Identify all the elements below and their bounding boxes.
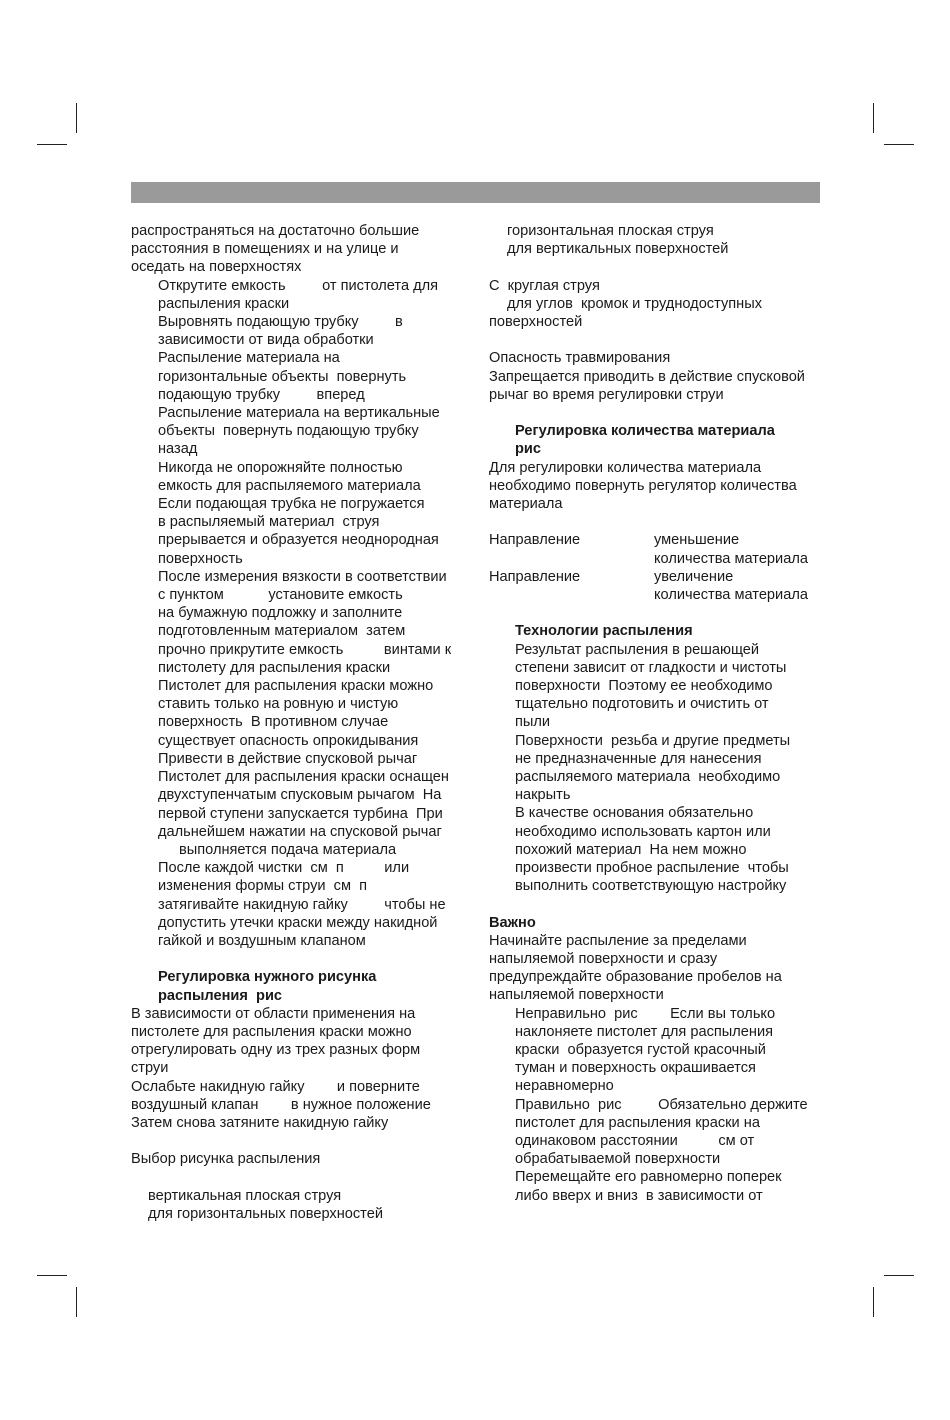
text-line: предупреждайте образование пробелов на	[489, 969, 782, 986]
section-heading: распыления рис	[158, 987, 283, 1004]
crop-mark	[884, 144, 914, 145]
blank-line	[489, 604, 824, 622]
right-column	[489, 222, 824, 1205]
text-line: для углов кромок и труднодоступных	[507, 295, 762, 312]
crop-mark	[37, 1275, 67, 1276]
text-line: поверхностей	[489, 314, 583, 330]
text-line: распыляемого материала необходимо	[515, 769, 781, 786]
text-line: пистолету для распыления краски	[158, 659, 391, 676]
text-line: В зависимости от области применения на	[131, 1005, 416, 1022]
blank-line	[131, 950, 466, 968]
blank-line	[131, 1169, 466, 1187]
text-line: оседать на поверхностях	[131, 259, 302, 276]
text-line: Если подающая трубка не погружается	[158, 496, 425, 513]
right-column-top	[489, 222, 824, 531]
text-line: в распыляемый материал струя	[158, 514, 380, 531]
text-line: емкость для распыляемого материала	[158, 477, 421, 494]
text-line: необходимо повернуть регулятор количества	[489, 477, 797, 494]
text-line: дальнейшем нажатии на спусковой рычаг	[158, 823, 442, 840]
text-line: накрыть	[515, 787, 571, 804]
text-line: пистолет для распыления краски на	[515, 1114, 760, 1131]
text-line: гайкой и воздушным клапаном	[158, 932, 366, 949]
section-heading: Регулировка нужного рисунка	[158, 969, 377, 986]
text-line: горизонтальные объекты повернуть	[158, 368, 407, 385]
left-column	[131, 222, 466, 1223]
blank-line	[489, 258, 824, 276]
text-line: объекты повернуть подающую трубку	[158, 423, 419, 440]
text-line: для горизонтальных поверхностей	[148, 1205, 383, 1222]
text-line: вертикальная плоская струя	[148, 1187, 342, 1204]
text-line: материала	[489, 496, 563, 512]
blank-line	[489, 404, 824, 422]
direction-label: Направление	[489, 568, 581, 585]
text-line: поверхность	[158, 550, 243, 567]
text-line: Привести в действие спусковой рычаг	[158, 750, 418, 767]
crop-mark	[873, 1287, 874, 1317]
text-line: наклоняете пистолет для распыления	[515, 1023, 774, 1040]
text-line: прочно прикрутите емкость винтами к	[158, 641, 452, 658]
text-line: Опасность травмирования	[489, 350, 671, 367]
text-line: Открутите емкость от пистолета для	[158, 277, 439, 294]
direction-row	[489, 531, 824, 567]
text-line: первой ступени запускается турбина При	[158, 805, 443, 822]
text-line: Начинайте распыление за пределами	[489, 932, 747, 949]
text-line: Неправильно рис Если вы только	[515, 1005, 776, 1022]
text-line: либо вверх и вниз в зависимости от	[515, 1187, 763, 1204]
crop-mark	[76, 103, 77, 133]
text-line: выполняется подача материала	[179, 841, 397, 858]
text-line: Пистолет для распыления краски оснащен	[158, 769, 449, 786]
text-line: на бумажную подложку и заполните	[158, 605, 403, 622]
text-line: Правильно рис Обязательно держите	[515, 1096, 808, 1113]
text-line: назад	[158, 441, 198, 458]
direction-value	[654, 568, 824, 604]
text-line: похожий материал На нем можно	[515, 841, 747, 858]
section-heading: Регулировка количества материала	[515, 423, 775, 440]
text-line: распыления краски	[158, 295, 290, 312]
text-line: обрабатываемой поверхности	[515, 1151, 721, 1168]
text-line: Поверхности резьба и другие предметы	[515, 732, 791, 749]
text-line: Запрещается приводить в действие спусковой	[489, 368, 805, 385]
text-line: краски образуется густой красочный	[515, 1042, 766, 1059]
text-line: двухступенчатым спусковым рычагом На	[158, 787, 442, 804]
crop-mark	[884, 1275, 914, 1276]
text-line: Результат распыления в решающей	[515, 641, 760, 658]
text-line: Никогда не опорожняйте полностью	[158, 459, 403, 476]
text-line: подающую трубку вперед	[158, 386, 365, 403]
text-line: горизонтальная плоская струя	[507, 223, 714, 239]
text-line: степени зависит от гладкости и чистоты	[515, 659, 787, 676]
direction-value	[654, 531, 824, 567]
text-line: существует опасность опрокидывания	[158, 732, 419, 749]
text-line: В качестве основания обязательно	[515, 805, 754, 822]
direction-table	[489, 531, 824, 604]
text-line: Ослабьте накидную гайку и поверните	[131, 1078, 420, 1095]
text-line: с пунктом установите емкость	[158, 587, 403, 604]
text-line: Перемещайте его равномерно поперек	[515, 1169, 782, 1186]
text-line: для вертикальных поверхностей	[507, 241, 729, 258]
text-line: С круглая струя	[489, 277, 600, 294]
text-line: Выровнять подающую трубку в	[158, 314, 403, 331]
text-line: пыли	[515, 714, 551, 731]
text-line: Выбор рисунка распыления	[131, 1151, 321, 1168]
text-line: напыляемой поверхности и сразу	[489, 951, 718, 968]
text-line: изменения формы струи см п	[158, 878, 367, 895]
section-heading: рис	[515, 441, 542, 458]
crop-mark	[873, 103, 874, 133]
text-line: После каждой чистки см п или	[158, 860, 410, 877]
direction-value-line: количества материала	[654, 550, 808, 567]
section-heading: Важно	[489, 914, 536, 931]
text-line: поверхности Поэтому ее необходимо	[515, 678, 773, 694]
text-line: После измерения вязкости в соответствии	[158, 568, 447, 585]
text-line: воздушный клапан в нужное положение	[131, 1096, 431, 1113]
text-line: туман и поверхность окрашивается	[515, 1060, 756, 1077]
right-column-bottom	[489, 604, 824, 1205]
text-line: пистолете для распыления краски можно	[131, 1023, 412, 1040]
crop-mark	[76, 1287, 77, 1317]
text-line: необходимо использовать картон или	[515, 823, 771, 840]
text-line: поверхность В противном случае	[158, 714, 389, 731]
direction-label: Направление	[489, 532, 581, 549]
text-line: рычаг во время регулировки струи	[489, 386, 724, 403]
crop-mark	[37, 144, 67, 145]
text-line: затягивайте накидную гайку чтобы не	[158, 896, 446, 913]
blank-line	[131, 1132, 466, 1150]
direction-row	[489, 568, 824, 604]
page-header-bar	[131, 182, 820, 203]
text-line: Для регулировки количества материала	[489, 459, 762, 476]
text-line: напыляемой поверхности	[489, 987, 664, 1004]
text-line: отрегулировать одну из трех разных форм	[131, 1042, 421, 1059]
text-line: подготовленным материалом затем	[158, 623, 406, 640]
text-line: одинаковом расстоянии см от	[515, 1133, 755, 1150]
section-heading: Технологии распыления	[515, 623, 693, 640]
text-line: расстояния в помещениях и на улице и	[131, 241, 399, 258]
text-line: распространяться на достаточно большие	[131, 223, 420, 239]
blank-line	[489, 895, 824, 913]
text-line: струи	[131, 1060, 169, 1077]
direction-value-line: уменьшение	[654, 532, 740, 549]
blank-line	[489, 513, 824, 531]
text-line: зависимости от вида обработки	[158, 332, 374, 349]
text-line: тщательно подготовить и очистить от	[515, 696, 769, 713]
text-line: Распыление материала на	[158, 350, 340, 367]
text-line: ставить только на ровную и чистую	[158, 696, 399, 713]
text-line: неравномерно	[515, 1078, 614, 1095]
text-line: произвести пробное распыление чтобы	[515, 860, 789, 877]
direction-value-line: количества материала	[654, 587, 808, 603]
text-line: Пистолет для распыления краски можно	[158, 678, 434, 695]
text-line: не предназначенные для нанесения	[515, 750, 762, 767]
blank-line	[489, 331, 824, 349]
text-line: Затем снова затяните накидную гайку	[131, 1114, 389, 1131]
text-line: допустить утечки краски между накидной	[158, 914, 438, 931]
text-line: выполнить соответствующую настройку	[515, 878, 787, 895]
text-line: Распыление материала на вертикальные	[158, 405, 440, 422]
text-line: прерывается и образуется неоднородная	[158, 532, 439, 549]
direction-value-line: увеличение	[654, 568, 734, 585]
